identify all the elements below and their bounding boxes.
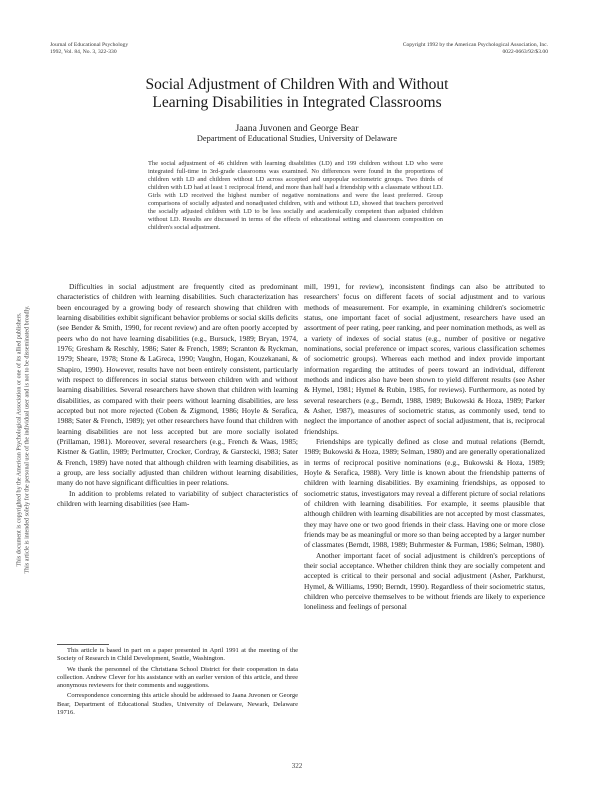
page-number: 322 [291, 762, 303, 770]
body-paragraph: In addition to problems related to variability of subject characteristics of children with learning disabilities (see Ham- [57, 488, 298, 508]
body-paragraph: mill, 1991, for review), inconsistent findings can also be attributed to researchers' focus on different facets of social adjustment and to various methods of measurement. For example, in examining children's sociometric status, one important facet of social adjustment, researchers have used an assortment of peer rating, peer ranking, and peer nomination methods, as well as a variety of indexes of social status (e.g., number of positive or negative nominations, social preference or impact scores, various classification schemes of sociometric groups). Whereas each method and index provide important information regarding the attitudes of peers toward an individual, different methods and indices also have been shown to yield different results (see Asher & Hymel, 1981; Hymel & Rubin, 1985, for reviews). Furthermore, as noted by several researchers (e.g., Berndt, 1988, 1989; Bukowski & Hoza, 1989; Parker & Asher, 1987), measures of sociometric status, as commonly used, tend to neglect the importance of another aspect of social adjustment, that is, reciprocal friendships. [304, 282, 545, 436]
footnote-correspondence: Correspondence concerning this article should be addressed to Jaana Juvonen or George Bear, Department of Educational Studies, University of Delaware, Newark, Delaware 19716. [57, 692, 298, 717]
journal-volume: 1992, Vol. 84, No. 3, 322-330 [50, 48, 117, 55]
footnotes [57, 647, 298, 719]
affiliation: Department of Educational Studies, University of Delaware [196, 134, 398, 143]
body-paragraph: Difficulties in social adjustment are frequently cited as predominant characteristics of children with learning disabilities. Such characterization has been encouraged by a growing body of research showing that children with learning disabilities exhibit significant behavior problems or social skills deficits (see Bender & Smith, 1990, for recent review) and are often poorly accepted by peers who do not have learning disabilities (e.g., Bursuck, 1989; Bryan, 1974, 1976; Gresham & Reschly, 1986; Sater & French, 1989; Scranton & Ryckman, 1979; Sheare, 1978; Stone & LaGreca, 1990; Vaughn, Hogan, Kouzekanani, & Shapiro, 1990). However, results have not been entirely consistent, particularly with respect to differences in social status between children with and without learning disabilities. Several researchers have shown that children with learning disabilities, as compared with their peers without learning disabilities, are less accepted but not more rejected (Coben & Zigmond, 1986; Hoyle & Serafica, 1988; Sater & French, 1989); yet other researchers have found that children with learning disabilities are not less accepted but are more socially isolated (Prillaman, 1981). Moreover, several researchers (e.g., French & Waas, 1985; Kistner & Gatlin, 1989; Perlmutter, Crocker, Cordray, & Garstecki, 1983; Sater & French, 1989) have noted that although children with learning disabilities, as a group, are less socially adjusted than children without learning disabilities, many do not have significant difficulties in peer relations. [57, 282, 298, 488]
footnote-acknowledgments: We thank the personnel of the Christiana School District for their cooperation in data collection. Andrew Clever for his assistance with an earlier version of this article, and three anonymous reviewers for their comments and suggestions. [57, 665, 298, 690]
abstract: The social adjustment of 46 children with learning disabilities (LD) and 199 children without LD who were integrated full-time in 3rd-grade classrooms was examined. No differences were found in the proportions of children with LD and children without LD across accepted and unpopular sociometric groups. Two thirds of children with LD had at least 1 reciprocal friend, and more than half had a friendship with a classmate without LD. Girls with LD received the highest number of negative nominations and were the least preferred. Group comparisons of socially adjusted and nonadjusted children, with and without LD, showed that teachers perceived the socially adjusted children with LD to be less socially and academically competent than adjusted children without LD. Results are discussed in terms of the effects of educational setting and classroom composition on children's social adjustment. [148, 160, 443, 231]
footnote-divider [57, 644, 109, 645]
copyright-side-notice [16, 288, 31, 592]
body-paragraph: Another important facet of social adjustment is children's perceptions of their social acceptance. Whether children think they are socially competent and accepted is critical to their personal and social adjustment (Asher, Parkhurst, Hymel, & Williams, 1990; Berndt, 1990). Regardless of their sociometric status, children who perceive themselves to be without friends are likely to experience loneliness and feelings of personal [304, 550, 545, 612]
title-line-2: Learning Disabilities in Integrated Classrooms [152, 94, 442, 111]
title-line-1: Social Adjustment of Children With and Without [145, 76, 449, 93]
authors: Jaana Juvonen and George Bear [235, 123, 359, 134]
footnote-presentation: This article is based in part on a paper presented in April 1991 at the meeting of the Society of Research in Child Development, Seattle, Washington. [57, 647, 298, 663]
body-paragraph: Friendships are typically defined as close and mutual relations (Berndt, 1989; Bukowski & Hoza, 1989; Selman, 1980) and are generally operationalized in terms of reciprocal positive nominations (e.g., Bukowski & Hoza, 1989; Hoyle & Serafica, 1988). Very little is known about the friendship patterns of children with learning disabilities. By examining friendships, as opposed to sociometric status, investigators may reveal a different picture of social relations of children with learning disabilities. For example, it seems plausible that although children with learning disabilities are not accepted by most classmates, they may have one or two good friends in their class. Having one or more close friends may be as meaningful or more so than being accepted by a larger number of classmates (Berndt, 1988, 1989; Buhrmester & Furman, 1986; Selman, 1980). [304, 436, 545, 550]
article-title [0, 76, 594, 112]
side-notice-line-2: This article is intended solely for the personal use of the individual user and is not to be disseminated broadly. [24, 305, 30, 574]
journal-name: Journal of Educational Psychology [50, 42, 129, 48]
copyright-text: Copyright 1992 by the American Psychological Association, Inc. [402, 42, 548, 48]
left-column [57, 282, 298, 509]
copyright-notice [403, 42, 548, 55]
side-notice-line-1: This document is copyrighted by the American Psychological Association or one of its allied publishers. [16, 312, 23, 567]
issn-code: 0022-0663/92/$3.00 [502, 48, 548, 55]
journal-citation [50, 42, 128, 55]
right-column [304, 282, 545, 613]
